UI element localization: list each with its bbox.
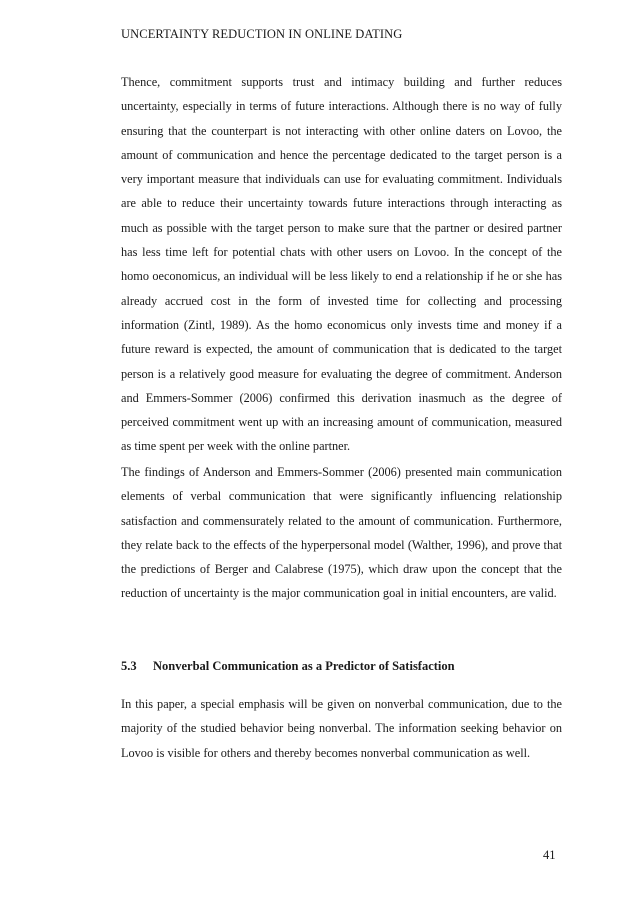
section-number: 5.3 xyxy=(121,659,137,673)
section-heading xyxy=(121,659,455,674)
section-title: Nonverbal Communication as a Predictor of Satisfaction xyxy=(153,659,455,673)
running-header: UNCERTAINTY REDUCTION IN ONLINE DATING xyxy=(121,27,403,41)
page-number: 41 xyxy=(543,848,556,862)
body-paragraph-commitment: Thence, commitment supports trust and intimacy building and further reduces uncertainty, especially in terms of future interactions. Although there is no way of fully ensuring that the counterpart is not interacting with other online daters on Lovoo, the amount of communication and hence the percentage dedicated to the target person is a very important measure that individuals can use for evaluating commitment. Individuals are able to reduce their uncertainty towards future interactions through interacting as much as possible with the target person to make sure that the partner or desired partner has less time left for potential chats with other users on Lovoo. In the concept of the homo oeconomicus, an individual will be less likely to end a relationship if he or she has already accrued cost in the form of invested time for collecting and processing information (Zintl, 1989). As the homo economicus only invests time and money if a future reward is expected, the amount of communication that is dedicated to the target person is a relatively good measure for evaluating the degree of commitment. Anderson and Emmers-Sommer (2006) confirmed this derivation inasmuch as the degree of perceived commitment went up with an increasing amount of communication, measured as time spent per week with the online partner. xyxy=(121,75,562,454)
body-paragraph-findings: The findings of Anderson and Emmers-Sommer (2006) presented main communication elements of verbal communication that were significantly influencing relationship satisfaction and commensurately related to the amount of communication. Furthermore, they relate back to the effects of the hyperpersonal model (Walther, 1996), and prove that the predictions of Berger and Calabrese (1975), which draw upon the concept that the reduction of uncertainty is the major communication goal in initial encounters, are valid. xyxy=(121,465,562,601)
body-paragraph-nonverbal: In this paper, a special emphasis will be given on nonverbal communication, due to the majority of the studied behavior being nonverbal. The information seeking behavior on Lovoo is visible for others and thereby becomes nonverbal communication as well. xyxy=(121,697,562,760)
